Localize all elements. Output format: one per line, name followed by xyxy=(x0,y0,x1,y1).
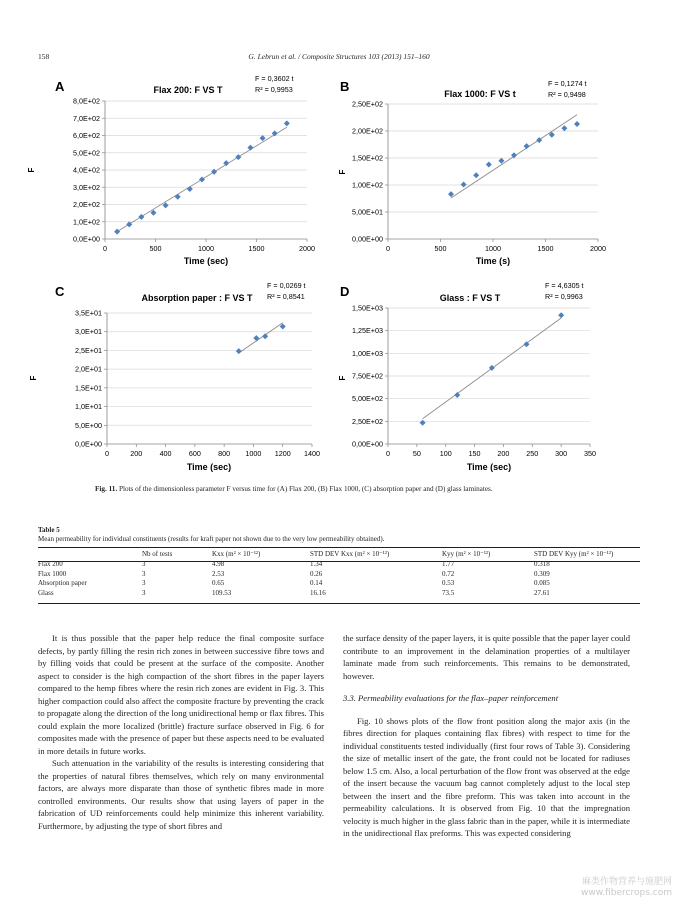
table-cell: 3 xyxy=(142,588,146,597)
table-cell: 0.65 xyxy=(212,579,225,588)
panel-a-x-tick-label: 1000 xyxy=(198,244,214,253)
panel-a-y-tick-label: 6,0E+02 xyxy=(73,131,100,140)
table-cell: 4.98 xyxy=(212,560,225,568)
panel-a-data-point xyxy=(235,154,241,160)
paragraph: Fig. 10 shows plots of the flow front position along the major axis (in the fibres direction for plaques containing flax fibres) with respect to time for the individual constituents tested individually (first four rows of Table 3). Considering the size of metallic insert of the gate, the front could not be located for radiuses below 1.5 cm. Also, a local perturbation of the flow front was observed at the edge of the insert because the vacuum bag cannot completely adjust to the local step between the insert and the fibre preform. This was taken into account in the permeability calculations. It is observed from Fig. 10 that the impregnation velocity is much higher in the glass fabric than in the paper, while it is intermediate in the unidirectional flax preforms. This was expected considering xyxy=(343,715,630,838)
panel-d-data-point xyxy=(558,312,564,318)
table-cell: 73.5 xyxy=(442,588,455,597)
panel-a-data-point xyxy=(211,169,217,175)
panel-c-x-axis-label: Time (sec) xyxy=(186,462,232,472)
panel-b-x-axis-label: Time (s) xyxy=(475,256,511,266)
panel-c-data-point xyxy=(262,333,268,339)
panel-c-r-squared: R² = 0,8541 xyxy=(267,292,305,301)
panel-b-y-tick-label: 5,00E+01 xyxy=(352,207,383,217)
panel-c-x-tick-label: 800 xyxy=(218,449,231,458)
panel-d-x-tick-label: 200 xyxy=(497,449,510,458)
table-header-cell xyxy=(38,548,142,560)
table-title: Table 5 xyxy=(38,526,60,534)
table-cell: 1.77 xyxy=(442,560,455,568)
table-cell: 2.53 xyxy=(212,569,225,578)
table-cell: Absorption paper xyxy=(38,579,87,588)
panel-d-y-tick-label: 5,00E+02 xyxy=(352,394,383,404)
permeability-table xyxy=(38,548,640,598)
panel-d-y-tick-label: 1,00E+03 xyxy=(352,348,383,358)
panel-d-y-tick-label: 1,50E+03 xyxy=(352,303,383,313)
panel-a-data-point xyxy=(126,221,132,227)
panel-c-y-tick-label: 3,5E+01 xyxy=(75,308,102,318)
panel-b-letter: B xyxy=(340,79,350,94)
table-row xyxy=(38,589,640,599)
panel-c-title: Absorption paper : F VS T xyxy=(141,293,253,303)
table-row xyxy=(38,579,640,589)
panel-c-x-tick-label: 1400 xyxy=(304,449,320,458)
table-header-cell: STD DEV Kyy (m² × 10⁻¹²) xyxy=(534,550,614,558)
table-cell: 0.53 xyxy=(442,579,455,588)
panel-b-y-tick-label: 1,00E+02 xyxy=(352,180,383,190)
panel-b-y-tick-label: 1,50E+02 xyxy=(352,153,383,163)
panel-b-data-point xyxy=(561,125,567,131)
panel-a-x-tick-label: 0 xyxy=(103,244,107,253)
table-cell: 109.53 xyxy=(212,588,232,597)
panel-a-x-tick-label: 2000 xyxy=(299,244,315,253)
table-cell: Flax 1000 xyxy=(38,569,67,578)
panel-c-y-tick-label: 1,0E+01 xyxy=(75,402,102,412)
panel-c-fit-equation: F = 0,0269 t xyxy=(267,281,306,290)
panel-a-data-point xyxy=(284,120,290,126)
panel-b-y-tick-label: 0,00E+00 xyxy=(352,234,383,244)
panel-b-r-squared: R² = 0,9498 xyxy=(548,90,586,99)
panel-b-x-tick-label: 500 xyxy=(434,244,447,253)
panel-d-data-point xyxy=(420,420,426,426)
panel-c-y-tick-label: 2,0E+01 xyxy=(75,364,102,374)
section-heading: 3.3. Permeability evaluations for the flax–paper reinforcement xyxy=(343,693,559,703)
panel-d-x-tick-label: 150 xyxy=(468,449,481,458)
table-cell: 0.14 xyxy=(310,579,323,588)
panel-c-trendline xyxy=(239,323,283,353)
table-cell: 0.72 xyxy=(442,569,455,578)
table-cell: 0.26 xyxy=(310,569,323,578)
panel-b-y-axis-label: F xyxy=(338,169,347,175)
panel-d-y-axis-label: F xyxy=(338,375,347,381)
table-subtitle: Mean permeability for individual constituents (results for kraft paper not shown due to the very low permeability obtained). xyxy=(38,535,385,543)
panel-a-data-point xyxy=(175,194,181,200)
panel-c-x-tick-label: 600 xyxy=(188,449,201,458)
panel-a-y-tick-label: 8,0E+02 xyxy=(73,96,100,106)
panel-a-x-axis-label: Time (sec) xyxy=(183,256,229,266)
panel-b-title: Flax 1000: F VS t xyxy=(444,89,516,99)
panel-c-x-tick-label: 400 xyxy=(159,449,172,458)
panel-b-data-point xyxy=(486,161,492,167)
panel-a-y-tick-label: 5,0E+02 xyxy=(73,148,100,158)
panel-d-y-tick-label: 0,00E+00 xyxy=(352,439,383,449)
table-cell: 0.318 xyxy=(534,560,550,568)
paragraph: the surface density of the paper layers, it is quite possible that the paper layer could contribute to an improvement in the delamination properties of a multilayer laminate made from such reinforcements. This remains to be demonstrated, however. xyxy=(343,633,630,681)
panel-a-y-tick-label: 3,0E+02 xyxy=(73,182,100,192)
panel-d-x-tick-label: 300 xyxy=(555,449,568,458)
panel-d-r-squared: R² = 0,9963 xyxy=(545,292,583,301)
panel-a-y-tick-label: 1,0E+02 xyxy=(73,217,100,227)
panel-d-y-tick-label: 1,25E+03 xyxy=(352,326,383,336)
panel-d-y-tick-label: 2,50E+02 xyxy=(352,416,383,426)
table-header-cell: Nb of tests xyxy=(142,550,173,558)
panel-a-data-point xyxy=(114,229,120,235)
panel-b-x-tick-label: 1500 xyxy=(537,244,554,253)
panel-b-x-tick-label: 0 xyxy=(386,244,390,253)
table-cell: Flax 200 xyxy=(38,560,63,568)
table-cell: Glass xyxy=(38,588,54,597)
paragraph: Such attenuation in the variability of the results is interesting considering that the properties of natural fibres themselves, which rely on many environmental factors, are always more disparate than those of synthetic fibres made in more controlled environments. Our results show that using layers of paper in the fabrication of UD reinforcements could help minimize this inherent variability. Furthermore, by adjusting the type of short fibres and xyxy=(38,758,324,831)
panel-a-x-tick-label: 1500 xyxy=(248,244,265,253)
table-cell: 3 xyxy=(142,569,146,578)
table-cell: 16.16 xyxy=(310,588,326,597)
page-number: 158 xyxy=(38,52,50,61)
table-cell: 3 xyxy=(142,579,146,588)
panel-a-y-tick-label: 4,0E+02 xyxy=(73,165,100,175)
panel-c-y-tick-label: 5,0E+00 xyxy=(75,420,102,430)
panel-a-data-point xyxy=(199,176,205,182)
panel-d-title: Glass : F VS T xyxy=(439,293,501,303)
panel-b-data-point xyxy=(574,121,580,127)
panel-c-y-tick-label: 1,5E+01 xyxy=(75,383,102,393)
table-header-cell: Kxx (m² × 10⁻¹²) xyxy=(212,550,261,558)
table-bottom-rule xyxy=(38,603,640,604)
figure-caption-label: Fig. 11. xyxy=(95,485,118,493)
body-column-right xyxy=(343,632,630,840)
panel-c-y-tick-label: 2,5E+01 xyxy=(75,345,102,355)
panel-d-letter: D xyxy=(340,284,350,299)
panel-d-fit-equation: F = 4,6305 t xyxy=(545,281,584,290)
table-cell: 27.61 xyxy=(534,588,550,597)
panel-d-x-tick-label: 100 xyxy=(439,449,452,458)
panel-c-y-tick-label: 0,0E+00 xyxy=(75,439,102,449)
panel-b-data-point xyxy=(461,181,467,187)
watermark-line-1: 麻类作物营养与施肥网 xyxy=(581,877,672,887)
watermark-line-2: www.fibercrops.com xyxy=(581,888,672,898)
panel-b-y-tick-label: 2,50E+02 xyxy=(352,99,383,109)
panel-a-title: Flax 200: F VS T xyxy=(153,85,223,95)
panel-c-y-tick-label: 3,0E+01 xyxy=(75,327,102,337)
panel-a-x-tick-label: 500 xyxy=(149,244,162,253)
panel-d-x-tick-label: 250 xyxy=(526,449,539,458)
panel-c-x-tick-label: 0 xyxy=(105,449,109,458)
panel-c-data-point xyxy=(236,348,242,354)
panel-b-data-point xyxy=(473,172,479,178)
panel-a-data-point xyxy=(260,135,266,141)
panel-c-x-tick-label: 1000 xyxy=(245,449,262,458)
panel-a-y-tick-label: 0,0E+00 xyxy=(73,234,100,244)
panel-a-data-point xyxy=(138,214,144,220)
panel-a-y-axis-label: F xyxy=(27,167,36,173)
panel-d-x-tick-label: 50 xyxy=(412,449,421,458)
panel-c-letter: C xyxy=(55,284,65,299)
table-row xyxy=(38,560,640,570)
table-cell: 1.34 xyxy=(310,560,323,568)
panel-c-x-tick-label: 200 xyxy=(130,449,143,458)
table-header-cell: STD DEV Kxx (m² × 10⁻¹²) xyxy=(310,550,390,558)
panel-b-data-point xyxy=(524,143,530,149)
panel-a-y-tick-label: 7,0E+02 xyxy=(73,113,100,123)
panel-b-y-tick-label: 2,00E+02 xyxy=(352,126,383,136)
figure-caption-text: Plots of the dimensionless parameter F versus time for (A) Flax 200, (B) Flax 1000, (C) absorption paper and (D) glass laminates. xyxy=(117,485,493,493)
panel-a-data-point xyxy=(247,145,253,151)
panel-a-letter: A xyxy=(55,79,65,94)
table-cell: 3 xyxy=(142,560,146,568)
panel-d-data-point xyxy=(454,392,460,398)
figure-caption xyxy=(95,485,493,493)
body-column-left xyxy=(38,632,324,832)
table-cell: 0.085 xyxy=(534,579,550,588)
table-row xyxy=(38,570,640,580)
panel-d-x-tick-label: 350 xyxy=(584,449,596,458)
panel-d-x-tick-label: 0 xyxy=(386,449,390,458)
panel-a-fit-equation: F = 0,3602 t xyxy=(255,74,294,83)
panel-c-y-axis-label: F xyxy=(29,375,38,381)
panel-a-y-tick-label: 2,0E+02 xyxy=(73,200,100,209)
panel-a-data-point xyxy=(223,160,229,166)
table-header-cell: Kyy (m² × 10⁻¹²) xyxy=(442,550,491,558)
panel-a-r-squared: R² = 0,9953 xyxy=(255,85,293,94)
table-header-row xyxy=(38,548,640,560)
panel-b-x-tick-label: 1000 xyxy=(485,244,501,253)
table-cell: 0.309 xyxy=(534,569,550,578)
panel-d-y-tick-label: 7,50E+02 xyxy=(352,371,383,381)
panel-a-data-point xyxy=(187,186,193,192)
panel-c-data-point xyxy=(253,335,259,341)
panel-d-x-axis-label: Time (sec) xyxy=(466,462,512,472)
paragraph: It is thus possible that the paper help reduce the final composite surface defects, by partly filling the resin rich zones in between successive fibre tows and by filling voids that could be present at the surface of the composite. Another aspect to consider is the high compaction of the short fibres in the paper layers compared to the hemp fibres where the resin rich zones are evident in Fig. 3. This higher compaction could also affect the composite fracture by preventing the crack to propagate along the direction of the long unidirectional hemp or flax fibres. This could explain the more localized (brittle) fracture surface observed in Fig. 6 for composites made with the presence of paper but these aspects need to be evaluated in more details in future works. xyxy=(38,633,324,756)
panel-b-x-tick-label: 2000 xyxy=(590,244,606,253)
panel-c-x-tick-label: 1200 xyxy=(274,449,291,458)
journal-citation: G. Lebrun et al. / Composite Structures 103 (2013) 151–160 xyxy=(248,52,430,61)
panel-b-fit-equation: F = 0,1274 t xyxy=(548,79,587,88)
